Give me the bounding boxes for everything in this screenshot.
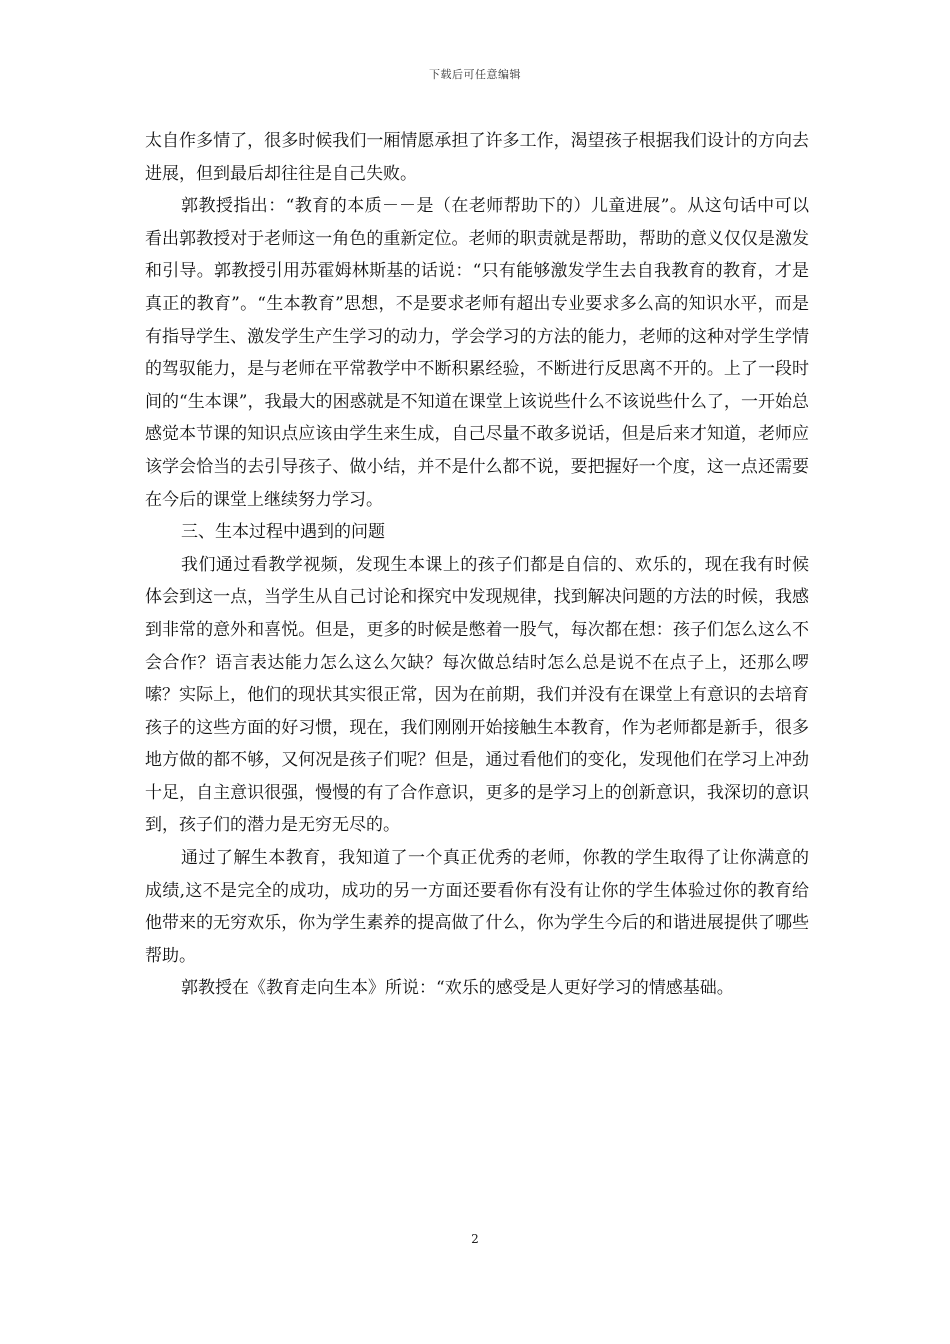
paragraph: 我们通过看教学视频，发现生本课上的孩子们都是自信的、欢乐的，现在我有时候体会到这一点，当学生从自己讨论和探究中发现规律，找到解决问题的方法的时候，我感到非常的意外和喜悦。但是，更多的时候是憋着一股气，每次都在想：孩子们怎么这么不会合作？语言表达能力怎么这么欠缺？每次做总结时怎么总是说不在点子上，还那么啰嗦？实际上，他们的现状其实很正常，因为在前期，我们并没有在课堂上有意识的去培育孩子的这些方面的好习惯，现在，我们刚刚开始接触生本教育，作为老师都是新手，很多地方做的都不够，又何况是孩子们呢？但是，通过看他们的变化，发现他们在学习上冲劲十足，自主意识很强，慢慢的有了合作意识，更多的是学习上的创新意识，我深切的意识到，孩子们的潜力是无穷无尽的。 xyxy=(145,554,809,836)
section-heading: 三、生本过程中遇到的问题 xyxy=(181,522,385,543)
paragraph: 郭教授在《教育走向生本》所说：“欢乐的感受是人更好学习的情感基础。 xyxy=(181,978,734,999)
body-text xyxy=(145,125,809,1005)
page-number: 2 xyxy=(471,1232,479,1246)
paragraph: 郭教授指出：“教育的本质－－是（在老师帮助下的）儿童进展”。从这句话中可以看出郭教授对于老师这一角色的重新定位。老师的职责就是帮助，帮助的意义仅仅是激发和引导。郭教授引用苏霍姆林斯基的话说：“只有能够激发学生去自我教育的教育，才是真正的教育”。“生本教育”思想，不是要求老师有超出专业要求多么高的知识水平，而是有指导学生、激发学生产生学习的动力，学会学习的方法的能力，老师的这种对学生学情的驾驭能力，是与老师在平常教学中不断积累经验，不断进行反思离不开的。上了一段时间的“生本课”，我最大的困惑就是不知道在课堂上该说些什么不该说些什么了，一开始总感觉本节课的知识点应该由学生来生成，自己尽量不敢多说话，但是后来才知道，老师应该学会恰当的去引导孩子、做小结，并不是什么都不说，要把握好一个度，这一点还需要在今后的课堂上继续努力学习。 xyxy=(145,196,809,510)
paragraph: 通过了解生本教育，我知道了一个真正优秀的老师，你教的学生取得了让你满意的成绩,这不是完全的成功，成功的另一方面还要看你有没有让你的学生体验过你的教育给他带来的无穷欢乐，你为学生素养的提高做了什么，你为学生今后的和谐进展提供了哪些帮助。 xyxy=(145,848,809,966)
page-header: 下载后可任意编辑 xyxy=(429,68,521,81)
paragraph-continued: 太自作多情了，很多时候我们一厢情愿承担了许多工作，渴望孩子根据我们设计的方向去进展，但到最后却往往是自己失败。 xyxy=(145,131,809,184)
